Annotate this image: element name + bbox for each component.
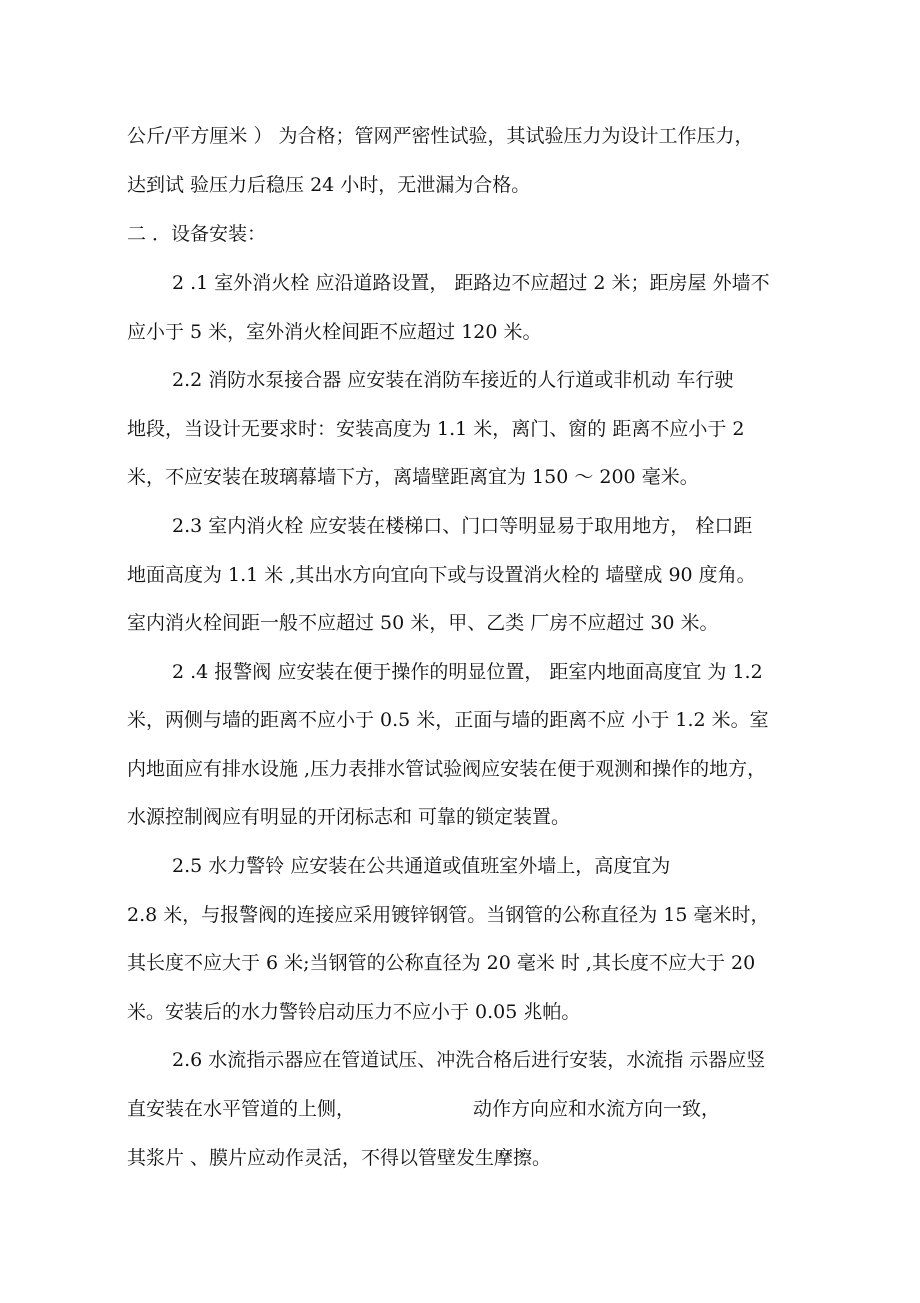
text-line: 室内消火栓间距一般不应超过 50 米，甲、乙类 厂房不应超过 30 米。 — [127, 612, 719, 634]
text-line: 公斤/平方厘米 ） 为合格；管网严密性试验，其试验压力为设计工作压力， — [127, 125, 754, 147]
text-line: 2.6 水流指示器应在管道试压、冲洗合格后进行安装，水流指 示器应竖 — [172, 1049, 766, 1071]
text-line: 达到试 验压力后稳压 24 小时，无泄漏为合格。 — [127, 174, 531, 196]
text-line: 2 .1 室外消火栓 应沿道路设置， 距路边不应超过 2 米；距房屋 外墙不 — [172, 272, 770, 294]
text-line: 地面高度为 1.1 米 ,其出水方向宜向下或与设置消火栓的 墙壁成 90 度角。 — [127, 564, 756, 586]
text-line: 2.8 米，与报警阀的连接应采用镀锌钢管。当钢管的公称直径为 15 毫米时， — [127, 904, 770, 926]
text-line: 水源控制阀应有明显的开闭标志和 可靠的锁定装置。 — [127, 806, 571, 828]
text-line — [127, 1097, 807, 1121]
text-segment: 直安装在水平管道的上侧， — [127, 1098, 356, 1120]
text-line: 2.2 消防水泵接合器 应安装在消防车接近的人行道或非机动 车行驶 — [172, 369, 734, 391]
text-line: 其长度不应大于 6 米;当钢管的公称直径为 20 毫米 时 ,其长度不应大于 20 — [127, 952, 756, 974]
text-line: 2.3 室内消火栓 应安装在楼梯口、门口等明显易于取用地方， 栓口距 — [172, 515, 753, 537]
text-line: 2 .4 报警阀 应安装在便于操作的明显位置， 距室内地面高度宜 为 1.2 — [172, 661, 763, 683]
text-line: 米，两侧与墙的距离不应小于 0.5 米，正面与墙的距离不应 小于 1.2 米。室 — [127, 709, 769, 731]
text-line: 其浆片 、膜片应动作灵活，不得以管壁发生摩擦。 — [127, 1147, 552, 1169]
text-line: 米，不应安装在玻璃幕墙下方，离墙壁距离宜为 150 ～ 200 毫米。 — [127, 466, 699, 488]
text-line: 地段，当设计无要求时：安装高度为 1.1 米，离门、窗的 距离不应小于 2 — [127, 418, 745, 440]
text-line: 内地面应有排水设施 ,压力表排水管试验阀应安装在便于观测和操作的地方， — [127, 758, 767, 780]
section-heading: 二 ．设备安装： — [127, 223, 267, 245]
text-line: 应小于 5 米，室外消火栓间距不应超过 120 米。 — [127, 321, 542, 343]
text-line: 2.5 水力警铃 应安装在公共通道或值班室外墙上，高度宜为 — [172, 855, 671, 877]
text-segment: 动作方向应和水流方向一致， — [473, 1098, 721, 1120]
text-line: 米。安装后的水力警铃启动压力不应小于 0.05 兆帕。 — [127, 1001, 581, 1023]
